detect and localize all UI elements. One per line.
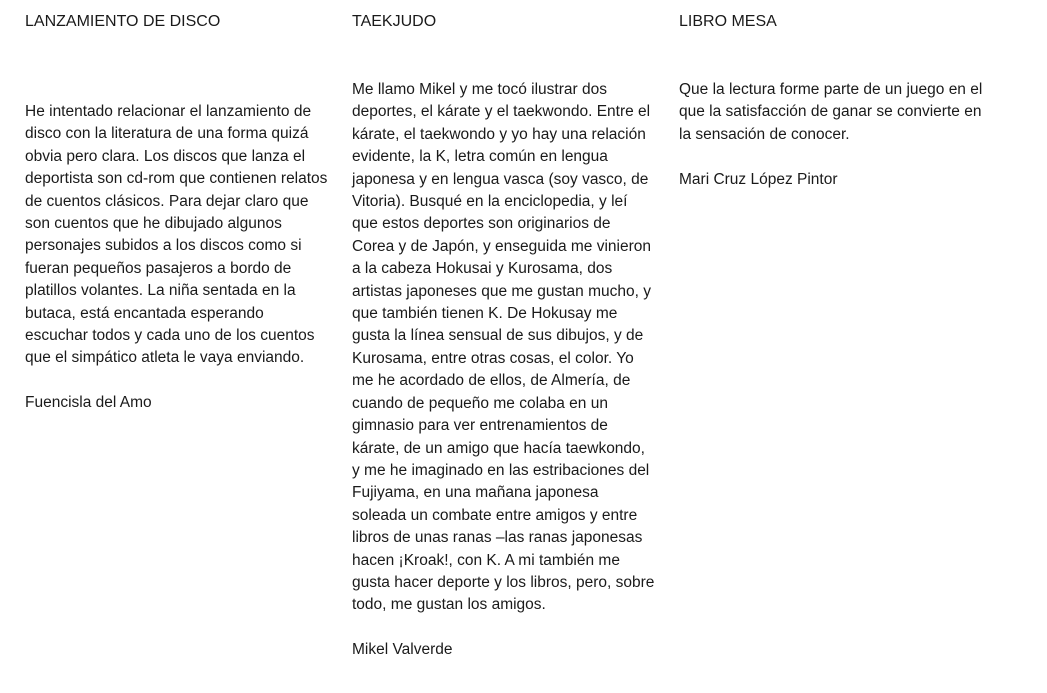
column-author: Mari Cruz López Pintor bbox=[679, 170, 838, 188]
column-title: LIBRO MESA bbox=[679, 13, 777, 30]
column-text: He intentado relacionar el lanzamiento de disco con la literatura de una forma quizá obvia pero clara. Los discos que lanza el deportista son cd-rom que contienen relatos de cuentos clásicos. Para dejar claro que son cuentos que he dibujado algunos personajes subidos a los discos como si fueran pequeños pasajeros a bordo de platillos volantes. La niña sentada en la butaca, está encantada esperando escuchar todos y cada uno de los cuentos que el simpático atleta le vaya enviando. bbox=[25, 103, 328, 367]
column-author: Fuencisla del Amo bbox=[25, 394, 152, 412]
column-text: Me llamo Mikel y me tocó ilustrar dos deportes, el kárate y el taekwondo. Entre el kárate, el taekwondo y yo hay una relación evidente, la K, letra común en lengua japonesa y en lengua vasca (soy vasco, de Vitoria). Busqué en la enciclopedia, y leí que estos deportes son originarios de Corea y de Japón, y enseguida me vinieron a la cabeza Hokusai y Kurosama, dos artistas japoneses que me gustan mucho, y que también tienen K. De Hokusay me gusta la línea sensual de sus dibujos, y de Kurosama, entre otras cosas, el color. Yo me he acordado de ellos, de Almería, de cuando de pequeño me colaba en un gimnasio para ver entrenamientos de kárate, de un amigo que hacía taewkondo, y me he imaginado en las estribaciones del Fujiyama, en una mañana japonesa soleada un combate entre amigos y entre libros de unas ranas –las ranas japonesas hacen ¡Kroak!, con K. A mi también me gusta hacer deporte y los libros, pero, sobre todo, me gustan los amigos. bbox=[352, 81, 655, 614]
column-body bbox=[352, 79, 657, 662]
column-text: Que la lectura forme parte de un juego en el que la satisfacción de ganar se convierte en la sensación de conocer. bbox=[679, 81, 983, 143]
column-title: TAEKJUDO bbox=[352, 13, 437, 30]
column-body bbox=[25, 101, 330, 415]
column-body bbox=[679, 79, 984, 191]
column-author: Mikel Valverde bbox=[352, 641, 453, 659]
column-title: LANZAMIENTO DE DISCO bbox=[25, 13, 221, 30]
